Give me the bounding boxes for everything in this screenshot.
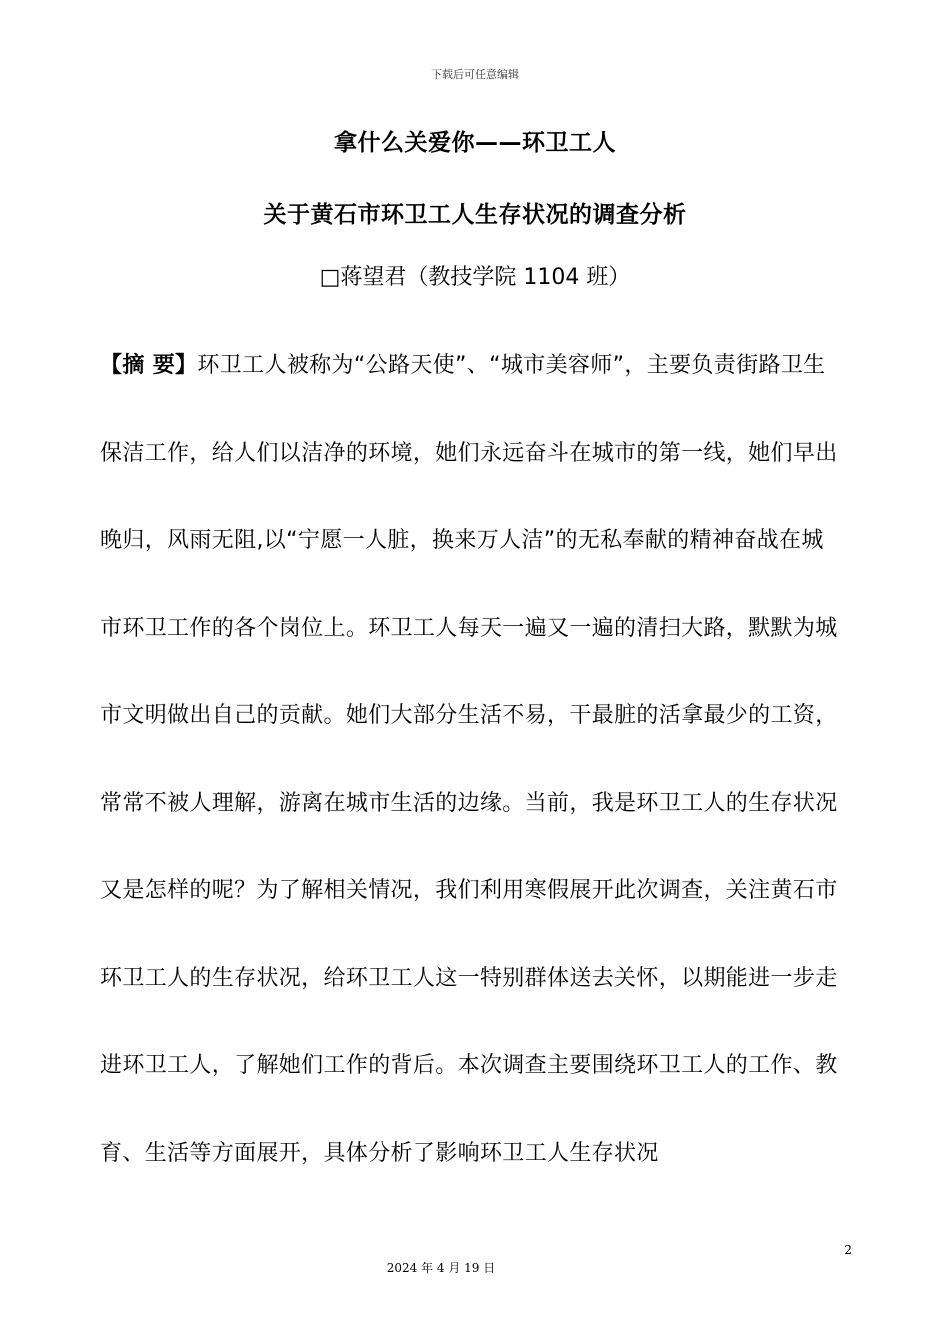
abstract-paragraph — [100, 322, 842, 1197]
author-line: □蒋望君（教技学院 1104 班） — [319, 265, 631, 290]
document-subtitle: 关于黄石市环卫工人生存状况的调查分析 — [263, 202, 687, 228]
abstract-text: 环卫工人被称为“公路天使”、“城市美容师”，主要负责街路卫生保洁工作，给人们以洁净的环境，她们永远奋斗在城市的第一线，她们早出晚归，风雨无阻,以“宁愿一人脏，换来万人洁”的无私奉献的精神奋战在城市环卫工作的各个岗位上。环卫工人每天一遍又一遍的清扫大路，默默为城市文明做出自己的贡献。她们大部分生活不易，干最脏的活拿最少的工资，常常不被人理解，游离在城市生活的边缘。当前，我是环卫工人的生存状况又是怎样的呢？为了解相关情况，我们利用寒假展开此次调查，关注黄石市环卫工人的生存状况，给环卫工人这一特别群体送去关怀，以期能进一步走进环卫工人，了解她们工作的背后。本次调查主要围绕环卫工人的工作、教育、生活等方面展开，具体分析了影响环卫工人生存状况 — [100, 353, 838, 1166]
header-note: 下载后可任意编辑 — [431, 68, 519, 81]
page-number: 2 — [844, 1243, 852, 1257]
footer-date: 2024 年 4 月 19 日 — [386, 1261, 496, 1275]
abstract-label: 【摘 要】 — [100, 353, 198, 378]
document-title: 拿什么关爱你——环卫工人 — [334, 130, 616, 156]
